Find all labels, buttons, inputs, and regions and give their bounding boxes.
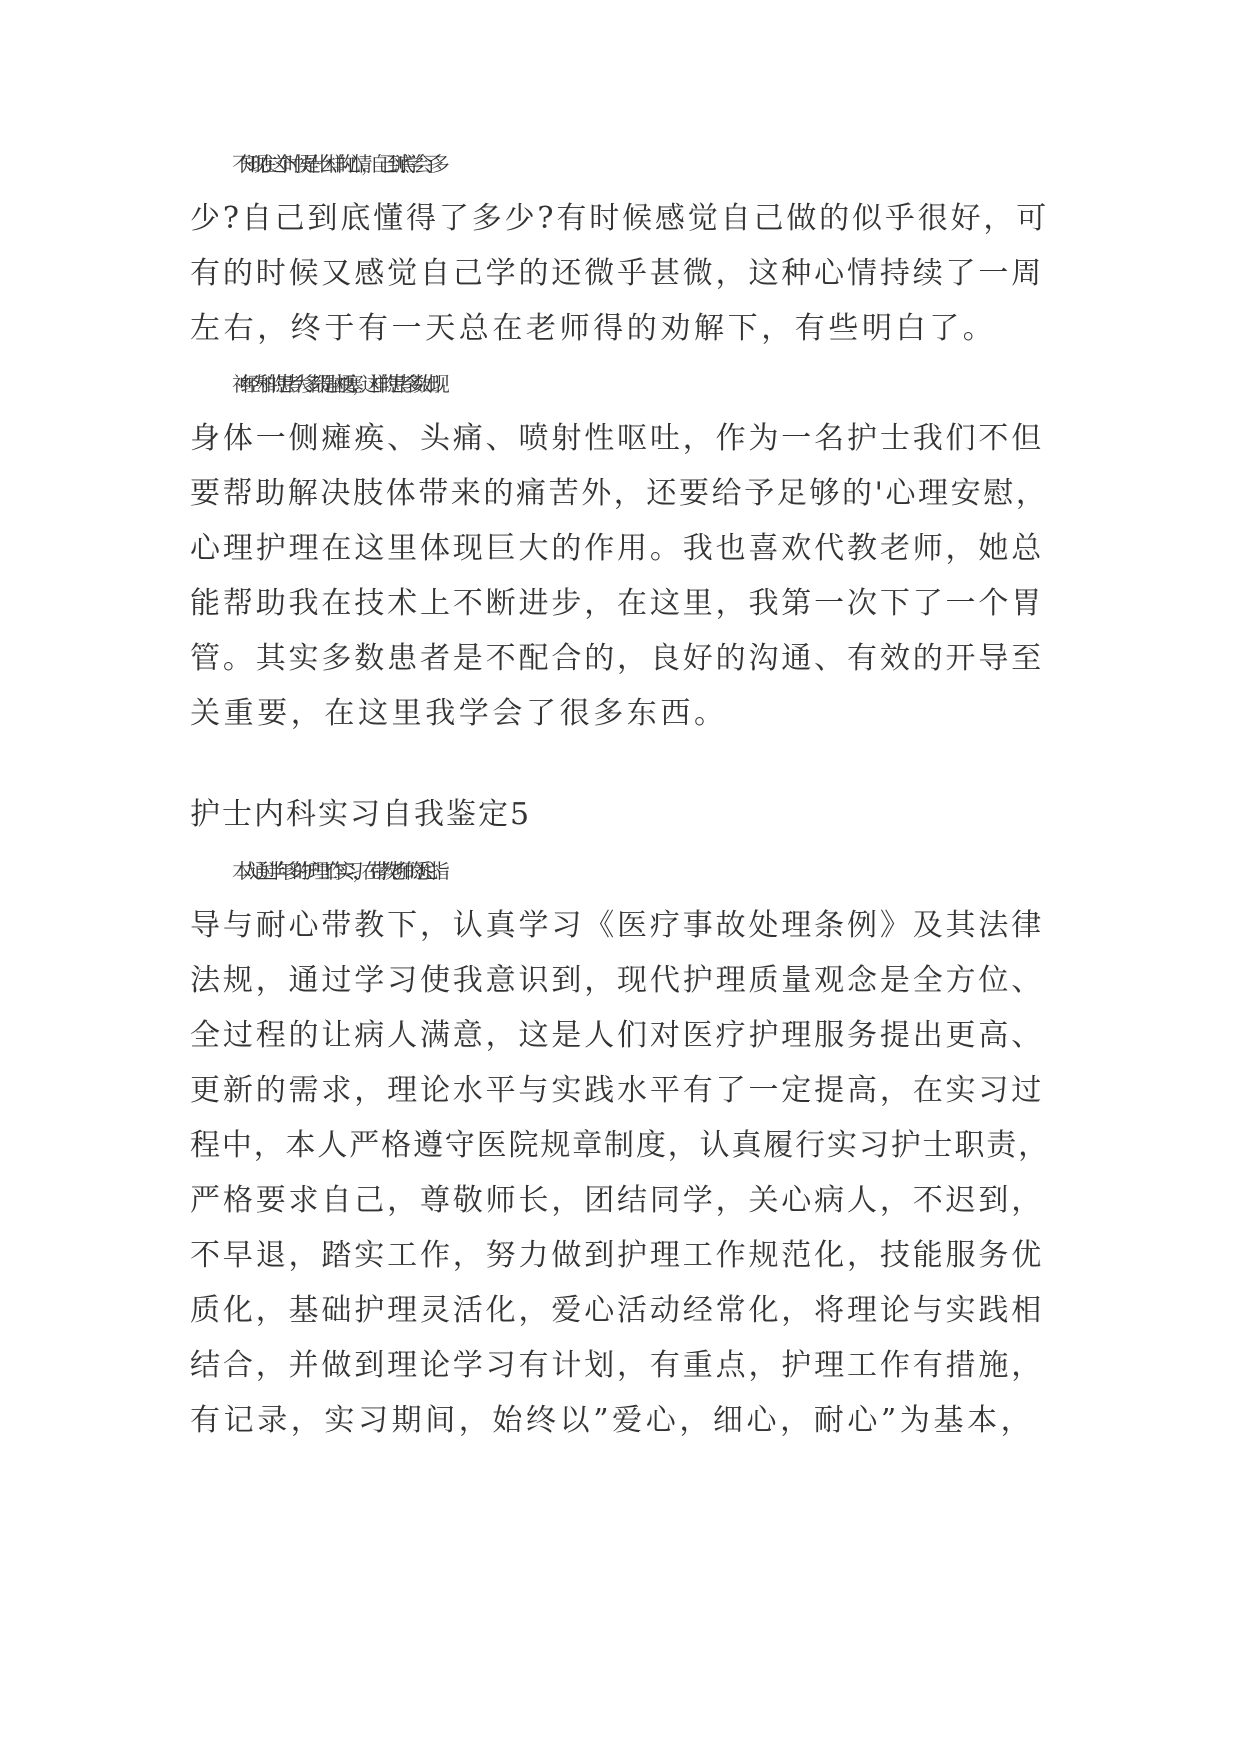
paragraph-line: 能帮助我在技术上不断进步，在这里，我第一次下了一个胃 — [190, 586, 1045, 621]
paragraph-line: 左右，终于有一天总在老师得的劝解下，有些明白了。 — [190, 311, 997, 346]
paragraph-line: 管。其实多数患者是不配合的，良好的沟通、有效的开导至 — [190, 641, 1045, 676]
paragraph-line: 身体一侧瘫痪、头痛、喷射性呕吐，作为一名护士我们不但 — [190, 421, 1045, 456]
paragraph-line: 要帮助解决肢体带来的痛苦外，还要给予足够的'心理安慰， — [190, 476, 1049, 511]
paragraph-line: 不知现在这个时候是什么样的心情，自己到底学会了多 — [232, 152, 439, 176]
paragraph-line: 有的时候又感觉自己学的还微乎甚微，这种心情持续了一周 — [190, 256, 1045, 291]
paragraph-line: 严格要求自己，尊敬师长，团结同学，关心病人，不迟到， — [190, 1183, 1045, 1218]
paragraph-line: 不早退，踏实工作，努力做到护理工作规范化，技能服务优 — [190, 1238, 1045, 1273]
section-heading: 护士内科实习自我鉴定5 — [190, 797, 532, 832]
paragraph-line: 更新的需求，理论水平与实践水平有了一定提高，在实习过 — [190, 1073, 1045, 1108]
paragraph-line: 全过程的让病人满意，这是人们对医疗护理服务提出更高、 — [190, 1018, 1045, 1053]
paragraph-line: 程中，本人严格遵守医院规章制度，认真履行实习护士职责， — [190, 1128, 1050, 1163]
paragraph-line: 有记录，实习期间，始终以”爱心，细心，耐心”为基本， — [190, 1403, 1035, 1438]
paragraph-line: 心理护理在这里体现巨大的作用。我也喜欢代教老师，她总 — [190, 531, 1045, 566]
paragraph-line: 质化，基础护理灵活化，爱心活动经常化，将理论与实践相 — [190, 1293, 1045, 1328]
paragraph-line: 导与耐心带教下，认真学习《医疗事故处理条例》及其法律 — [190, 908, 1045, 943]
paragraph-line: 神经内科的患者大多都是脑梗塞，这样的患者多数出现 — [232, 372, 439, 396]
paragraph-line: 结合，并做到理论学习有计划，有重点，护理工作有措施， — [190, 1348, 1045, 1383]
paragraph-line: 少?自己到底懂得了多少?有时候感觉自己做的似乎很好，可 — [190, 201, 1050, 236]
paragraph-line: 本人通过半年多的护理工作实习，在带教老师的悉心指 — [232, 859, 439, 883]
paragraph-line: 关重要，在这里我学会了很多东西。 — [190, 696, 728, 731]
paragraph-line: 法规，通过学习使我意识到，现代护理质量观念是全方位、 — [190, 963, 1045, 998]
